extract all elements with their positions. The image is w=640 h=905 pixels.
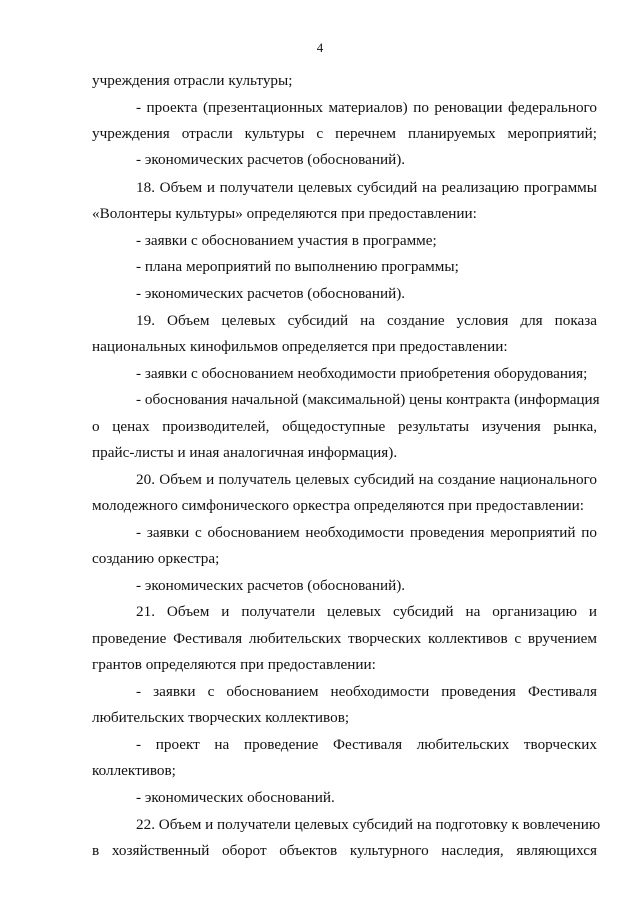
text-line: грантов определяются при предоставлении: (92, 656, 376, 673)
text-line: учреждения отрасли культуры с перечнем планируемых мероприятий; (92, 125, 597, 142)
text-line: - заявки с обоснованием необходимости приобретения оборудования; (136, 365, 588, 382)
text-line: прайс-листы и иная аналогичная информация). (92, 444, 398, 461)
text-line: - экономических расчетов (обоснований). (136, 285, 406, 302)
text-line: проведение Фестиваля любительских творческих коллективов с вручением (92, 630, 597, 647)
text-line: коллективов; (92, 762, 176, 779)
text-line: - плана мероприятий по выполнению программы; (136, 258, 459, 275)
text-line: - проект на проведение Фестиваля любительских творческих (136, 736, 597, 753)
text-line: - экономических расчетов (обоснований). (136, 577, 406, 594)
text-line: о ценах производителей, общедоступные результаты изучения рынка, (92, 418, 597, 435)
text-line: - проекта (презентационных материалов) по реновации федерального (136, 99, 597, 116)
text-line: созданию оркестра; (92, 550, 220, 567)
text-line: - экономических расчетов (обоснований). (136, 151, 406, 168)
text-line: 21. Объем и получатели целевых субсидий на организацию и (136, 603, 597, 620)
text-line: 20. Объем и получатель целевых субсидий на создание национального (136, 471, 597, 488)
text-line: «Волонтеры культуры» определяются при предоставлении: (92, 205, 477, 222)
page-number: 4 (316, 40, 324, 55)
text-line: в хозяйственный оборот объектов культурного наследия, являющихся (92, 842, 597, 859)
text-line: национальных кинофильмов определяется при предоставлении: (92, 338, 508, 355)
text-line: 19. Объем целевых субсидий на создание условия для показа (136, 312, 597, 329)
text-line: - заявки с обоснованием необходимости проведения Фестиваля (136, 683, 597, 700)
text-line: - обоснования начальной (максимальной) цены контракта (информация (136, 391, 600, 408)
text-line: - экономических обоснований. (136, 789, 335, 806)
text-line: учреждения отрасли культуры; (92, 72, 293, 89)
text-line: любительских творческих коллективов; (92, 709, 350, 726)
text-line: 22. Объем и получатели целевых субсидий на подготовку к вовлечению (136, 816, 601, 833)
text-line: - заявки с обоснованием участия в программе; (136, 232, 437, 249)
text-line: - заявки с обоснованием необходимости проведения мероприятий по (136, 524, 597, 541)
text-line: 18. Объем и получатели целевых субсидий на реализацию программы (136, 179, 597, 196)
text-line: молодежного симфонического оркестра определяются при предоставлении: (92, 497, 584, 514)
